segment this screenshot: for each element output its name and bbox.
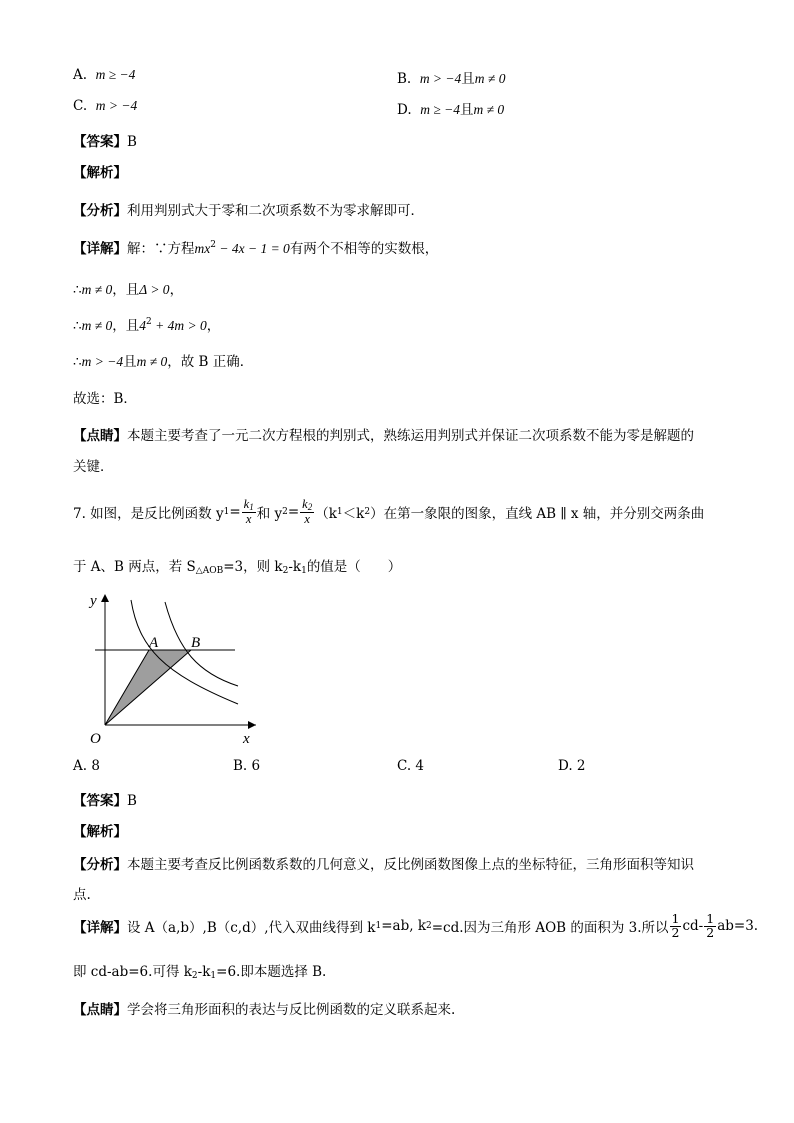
xiangjie-text: 设 A（a,b）,B（c,d）,代入双曲线得到 k (127, 920, 376, 936)
numerator-sub: 1 (249, 502, 254, 513)
step-exponent: 2 (146, 317, 152, 327)
subscript: 2 (364, 507, 371, 517)
q6-option-c (73, 98, 137, 114)
q6-fenxi (73, 199, 424, 219)
option-math: m > −4 (419, 71, 462, 86)
option-math: m ≥ −4 (95, 67, 136, 82)
stem-text: 的值是（ ） (306, 559, 402, 575)
denominator: 2 (671, 924, 680, 940)
subscript: 1 (301, 566, 307, 576)
xiangjie-pre: 解：∵方程 (127, 241, 195, 257)
step-math-3: + 4m > 0 (151, 318, 207, 333)
answer-value: B (127, 134, 137, 150)
q6-option-b (397, 67, 505, 87)
q7-xiangjie-line-2 (73, 960, 326, 981)
option-math-2: m ≠ 0 (474, 71, 506, 86)
option-math: m > −4 (95, 98, 138, 113)
y-axis-arrow (101, 594, 109, 602)
q7-option-c: C. 4 (397, 758, 425, 774)
xiangjie-post: 有两个不相等的实数根， (289, 241, 439, 257)
subscript: 2 (191, 971, 198, 981)
numerator: k (302, 497, 308, 512)
subscript: 2 (282, 566, 289, 576)
step-text: ，且 (112, 318, 140, 334)
subscript: 2 (426, 921, 432, 931)
xiangjie-text: cd- (682, 918, 704, 934)
dianjing-tag: 【点睛】 (73, 1002, 127, 1018)
step-text-2: ， (169, 282, 184, 298)
fraction-k1-over-x (242, 498, 256, 526)
step-math-2: 4 (139, 318, 147, 333)
q7-option-a: A. 8 (73, 758, 100, 774)
step-text: 且 (123, 354, 137, 370)
stem-text: 和 y (256, 506, 283, 522)
triangle-aob (105, 650, 191, 725)
numerator: k (243, 497, 250, 512)
denominator: x (245, 512, 252, 527)
stem-text: =3，则 k (223, 559, 283, 575)
dianjing-text: 本题主要考查了一元二次方程根的判别式，熟练运用判别式并保证二次项系数不能为零是解题的 (127, 428, 694, 444)
step-math-2: Δ > 0 (139, 282, 170, 297)
step-math-2: m ≠ 0 (136, 354, 168, 369)
fenxi-tag: 【分析】 (73, 203, 127, 219)
q7-option-b: B. 6 (233, 758, 261, 774)
xiangjie-text: =cd.因为三角形 AOB 的面积为 3.所以 (431, 920, 669, 936)
step-math: m > −4 (81, 354, 124, 369)
option-math-2: m ≠ 0 (473, 102, 505, 117)
subscript: 2 (282, 507, 288, 517)
q7-figure (73, 588, 273, 748)
dianjing-text: 学会将三角形面积的表达与反比例函数的定义联系起来. (127, 1002, 456, 1018)
q7-fenxi (73, 853, 694, 873)
x-axis-arrow (248, 721, 256, 729)
q6-answer (73, 130, 137, 150)
subscript: 1 (210, 971, 217, 981)
q7-answer (73, 789, 137, 809)
stem-text: -k (288, 559, 302, 575)
answer-tag: 【答案】 (73, 134, 127, 150)
therefore-symbol: ∴ (73, 282, 82, 298)
denominator: x (304, 512, 310, 527)
stem-text: 7. 如图，是反比例函数 y (73, 506, 224, 522)
option-label: C. (73, 98, 88, 114)
xiangjie-text: 即 cd-ab=6.可得 k (73, 964, 192, 980)
xiangjie-text: =6.即本题选择 B. (216, 964, 327, 980)
stem-text: ）在第一象限的图象，直线 AB ∥ x 轴，并分别交两条曲 (370, 506, 705, 522)
answer-value: B (127, 793, 137, 809)
q6-dianjing-line-2: 关键． (73, 459, 114, 475)
xiangjie-text: =ab, k (381, 918, 426, 934)
stem-text: （k (315, 506, 337, 522)
fraction-one-half (670, 913, 682, 939)
xiangjie-text: ab=3. (717, 918, 759, 934)
step-text-2: ，故 B 正确． (167, 354, 254, 370)
fraction-one-half (704, 913, 716, 939)
y-axis-label: y (90, 593, 97, 609)
dianjing-tag: 【点睛】 (73, 428, 127, 444)
option-join: 且 (460, 102, 474, 118)
q7-xiangjie (73, 906, 758, 946)
q6-option-d (397, 98, 504, 118)
xiangjie-tag: 【详解】 (73, 241, 127, 257)
fenxi-text: 利用判别式大于零和二次项系数不为零求解即可． (127, 203, 424, 219)
step-math: m ≠ 0 (81, 318, 113, 333)
equation-rest: − 4x − 1 = 0 (215, 241, 290, 256)
option-label: A. (73, 67, 88, 83)
equals: = (287, 504, 300, 520)
step-math: m ≠ 0 (81, 282, 113, 297)
step-text-2: ， (206, 318, 221, 334)
subscript: △AOB (195, 566, 224, 576)
q7-stem-line-2 (73, 555, 401, 576)
denominator: 2 (706, 924, 715, 940)
xiangjie-text: -k (197, 964, 211, 980)
stem-text: ＜k (342, 506, 365, 522)
q6-select: 故选：B． (73, 391, 137, 407)
equation-part: mx (194, 241, 211, 256)
numerator: 1 (706, 911, 715, 926)
option-label: B. (397, 71, 412, 87)
xiangjie-tag: 【详解】 (73, 920, 127, 936)
answer-tag: 【答案】 (73, 793, 127, 809)
q6-step-1 (73, 278, 183, 298)
q7-stem (73, 492, 704, 532)
step-text: ，且 (112, 282, 140, 298)
therefore-symbol: ∴ (73, 318, 82, 334)
q6-step-2 (73, 314, 220, 334)
q7-dianjing (73, 998, 455, 1018)
q6-option-a (73, 67, 135, 83)
q6-analysis-tag: 【解析】 (73, 165, 127, 181)
option-join: 且 (461, 71, 475, 87)
q6-xiangjie (73, 237, 438, 257)
x-axis-label: x (243, 731, 250, 747)
point-b-label: B (191, 635, 201, 651)
q6-dianjing (73, 424, 694, 444)
origin-label: O (90, 731, 101, 747)
subscript: 1 (223, 507, 230, 517)
subscript: 1 (375, 921, 382, 931)
stem-text: 于 A、B 两点，若 S (73, 559, 196, 575)
q6-step-3 (73, 350, 253, 370)
q7-analysis-tag: 【解析】 (73, 824, 127, 840)
therefore-symbol: ∴ (73, 354, 82, 370)
subscript: 1 (336, 507, 343, 517)
fraction-k2-over-x (300, 498, 314, 526)
option-label: D. (397, 102, 412, 118)
equals: = (229, 504, 241, 520)
equation-exponent: 2 (210, 240, 216, 250)
curve-y2 (165, 602, 238, 686)
option-math: m ≥ −4 (420, 102, 461, 117)
q7-option-d: D. 2 (558, 758, 586, 774)
numerator: 1 (671, 911, 680, 926)
q7-fenxi-line-2: 点. (73, 887, 91, 903)
fenxi-tag: 【分析】 (73, 857, 127, 873)
point-a-label: A (149, 635, 159, 651)
numerator-sub: 2 (307, 502, 313, 513)
fenxi-text: 本题主要考查反比例函数系数的几何意义，反比例函数图像上点的坐标特征，三角形面积等知识 (127, 857, 694, 873)
